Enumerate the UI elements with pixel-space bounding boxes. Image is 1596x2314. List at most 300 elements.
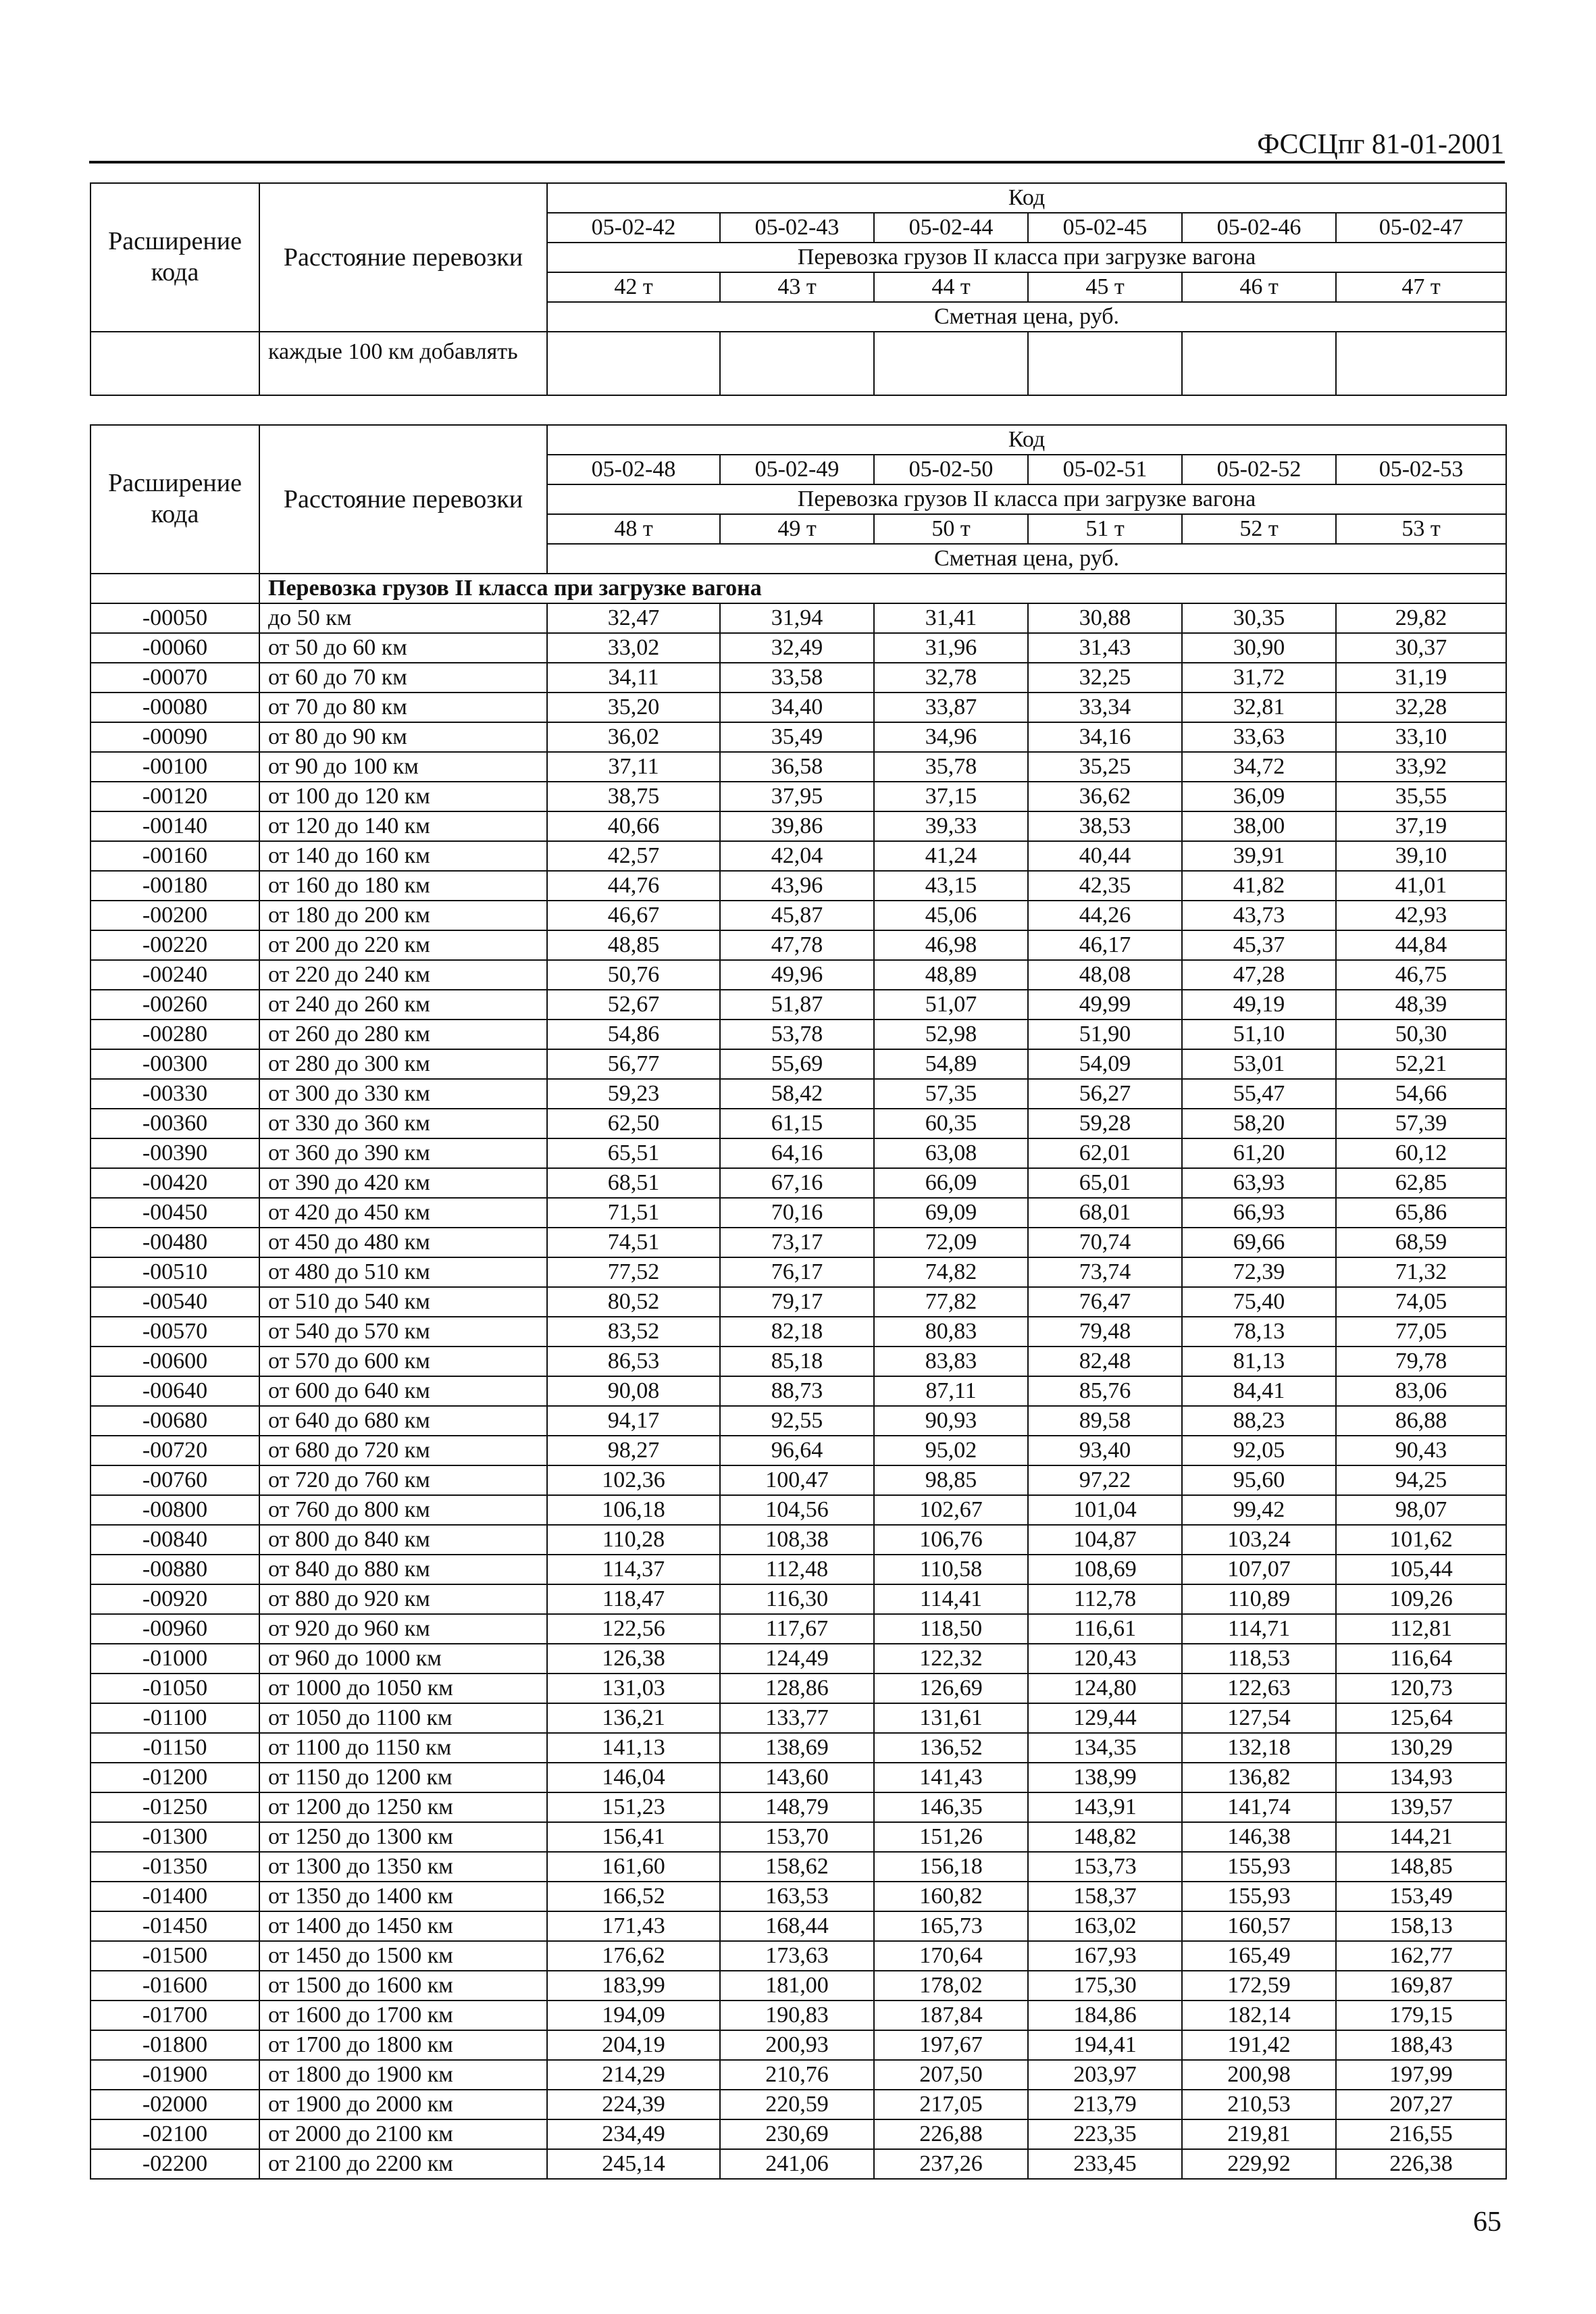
- table-row: [91, 1317, 1506, 1347]
- code-extension-cell: -00280: [91, 1020, 259, 1049]
- price-cell: 37,15: [874, 782, 1028, 811]
- price-cell: 77,05: [1336, 1317, 1506, 1347]
- price-cell: 93,40: [1028, 1436, 1182, 1465]
- price-cell: 114,71: [1182, 1614, 1336, 1644]
- transport-label: Перевозка грузов II класса при загрузке вагона: [547, 484, 1506, 514]
- code-extension-cell: -00960: [91, 1614, 259, 1644]
- price-cell: 34,72: [1182, 752, 1336, 782]
- price-cell: 151,23: [547, 1792, 720, 1822]
- code-extension-cell: -00260: [91, 990, 259, 1020]
- price-cell: 90,08: [547, 1376, 720, 1406]
- price-cell: 62,01: [1028, 1138, 1182, 1168]
- table-row: [91, 752, 1506, 782]
- price-cell: 34,11: [547, 663, 720, 693]
- price-cell: 148,85: [1336, 1852, 1506, 1882]
- price-cell: 112,48: [720, 1555, 874, 1584]
- price-cell: 94,17: [547, 1406, 720, 1436]
- table-row: [91, 2149, 1506, 2179]
- price-cell: 92,55: [720, 1406, 874, 1436]
- price-cell: 49,19: [1182, 990, 1336, 1020]
- price-cell: 130,29: [1336, 1733, 1506, 1763]
- distance-cell: от 70 до 80 км: [259, 693, 547, 722]
- code-extension-cell: -00180: [91, 871, 259, 901]
- tons-cell: 44 т: [874, 272, 1028, 302]
- price-cell: 163,53: [720, 1882, 874, 1911]
- price-cell: 175,30: [1028, 1971, 1182, 2001]
- price-cell: 66,09: [874, 1168, 1028, 1198]
- price-cell: 134,35: [1028, 1733, 1182, 1763]
- price-cell: 155,93: [1182, 1882, 1336, 1911]
- price-cell: 200,98: [1182, 2060, 1336, 2090]
- price-cell: 162,77: [1336, 1941, 1506, 1971]
- price-cell: 105,44: [1336, 1555, 1506, 1584]
- price-cell: 54,86: [547, 1020, 720, 1049]
- price-cell: 31,43: [1028, 633, 1182, 663]
- add-label: каждые 100 км добавлять: [259, 332, 547, 395]
- price-cell: 53,78: [720, 1020, 874, 1049]
- distance-cell: от 840 до 880 км: [259, 1555, 547, 1584]
- table-row: [91, 603, 1506, 633]
- code-cell: 05-02-47: [1336, 213, 1506, 243]
- price-cell: 104,56: [720, 1495, 874, 1525]
- price-cell: 85,76: [1028, 1376, 1182, 1406]
- distance-cell: от 960 до 1000 км: [259, 1644, 547, 1674]
- price-cell: 179,15: [1336, 2001, 1506, 2030]
- price-cell: 108,38: [720, 1525, 874, 1555]
- price-cell: 98,27: [547, 1436, 720, 1465]
- price-cell: 46,67: [547, 901, 720, 930]
- price-cell: 143,60: [720, 1763, 874, 1792]
- price-cell: 48,39: [1336, 990, 1506, 1020]
- extension-header: Расширение кода: [91, 183, 259, 332]
- price-cell: 122,63: [1182, 1674, 1336, 1703]
- price-cell: 143,91: [1028, 1792, 1182, 1822]
- price-cell: 112,78: [1028, 1584, 1182, 1614]
- price-cell: 52,67: [547, 990, 720, 1020]
- price-cell: 42,04: [720, 841, 874, 871]
- table-row: [91, 1257, 1506, 1287]
- price-cell: 126,69: [874, 1674, 1028, 1703]
- price-cell: 35,55: [1336, 782, 1506, 811]
- price-cell: 43,73: [1182, 901, 1336, 930]
- code-extension-cell: -01700: [91, 2001, 259, 2030]
- table-row: [91, 1792, 1506, 1822]
- price-cell: 223,35: [1028, 2119, 1182, 2149]
- price-cell: 41,24: [874, 841, 1028, 871]
- price-cell: 76,17: [720, 1257, 874, 1287]
- price-cell: 204,19: [547, 2030, 720, 2060]
- price-cell: 197,67: [874, 2030, 1028, 2060]
- code-extension-cell: -01400: [91, 1882, 259, 1911]
- distance-cell: от 1100 до 1150 км: [259, 1733, 547, 1763]
- price-cell: 96,64: [720, 1436, 874, 1465]
- table-row: [91, 693, 1506, 722]
- price-cell: 116,64: [1336, 1644, 1506, 1674]
- price-cell: 43,15: [874, 871, 1028, 901]
- price-cell: 158,37: [1028, 1882, 1182, 1911]
- code-cell: 05-02-52: [1182, 455, 1336, 484]
- price-cell: 100,47: [720, 1465, 874, 1495]
- price-cell: 55,47: [1182, 1079, 1336, 1109]
- price-cell: 35,49: [720, 722, 874, 752]
- price-cell: 141,43: [874, 1763, 1028, 1792]
- price-cell: 33,58: [720, 663, 874, 693]
- table-row: [91, 1971, 1506, 2001]
- table-row: [91, 1168, 1506, 1198]
- price-cell: 191,42: [1182, 2030, 1336, 2060]
- price-cell: 116,61: [1028, 1614, 1182, 1644]
- distance-header: Расстояние перевозки: [259, 183, 547, 332]
- price-cell: 51,07: [874, 990, 1028, 1020]
- distance-cell: от 720 до 760 км: [259, 1465, 547, 1495]
- price-cell: 241,06: [720, 2149, 874, 2179]
- price-cell: 66,93: [1182, 1198, 1336, 1228]
- distance-cell: от 1500 до 1600 км: [259, 1971, 547, 2001]
- price-cell: 37,95: [720, 782, 874, 811]
- price-cell: 88,23: [1182, 1406, 1336, 1436]
- distance-cell: от 100 до 120 км: [259, 782, 547, 811]
- price-cell: 84,41: [1182, 1376, 1336, 1406]
- price-cell: 61,15: [720, 1109, 874, 1138]
- price-cell: 31,72: [1182, 663, 1336, 693]
- price-cell: 146,38: [1182, 1822, 1336, 1852]
- code-extension-cell: -00420: [91, 1168, 259, 1198]
- code-extension-cell: -00360: [91, 1109, 259, 1138]
- table-row: [91, 1733, 1506, 1763]
- price-cell: 36,62: [1028, 782, 1182, 811]
- price-cell: 122,32: [874, 1644, 1028, 1674]
- price-cell: 226,38: [1336, 2149, 1506, 2179]
- tons-cell: 49 т: [720, 514, 874, 544]
- price-cell: 53,01: [1182, 1049, 1336, 1079]
- price-cell: 82,48: [1028, 1347, 1182, 1376]
- price-cell: 125,64: [1336, 1703, 1506, 1733]
- table-row: [91, 1406, 1506, 1436]
- kod-header: Код: [547, 425, 1506, 455]
- price-cell: 31,41: [874, 603, 1028, 633]
- price-cell: 64,16: [720, 1138, 874, 1168]
- price-cell: 224,39: [547, 2090, 720, 2119]
- code-cell: 05-02-49: [720, 455, 874, 484]
- price-cell: 131,03: [547, 1674, 720, 1703]
- price-cell: 207,27: [1336, 2090, 1506, 2119]
- price-cell: 33,92: [1336, 752, 1506, 782]
- price-cell: 36,02: [547, 722, 720, 752]
- price-cell: 110,89: [1182, 1584, 1336, 1614]
- price-cell: 245,14: [547, 2149, 720, 2179]
- price-cell: 44,76: [547, 871, 720, 901]
- price-cell: 230,69: [720, 2119, 874, 2149]
- price-cell: 72,09: [874, 1228, 1028, 1257]
- price-cell: 44,26: [1028, 901, 1182, 930]
- price-cell: 74,51: [547, 1228, 720, 1257]
- distance-cell: от 480 до 510 км: [259, 1257, 547, 1287]
- code-cell: 05-02-51: [1028, 455, 1182, 484]
- table-row: [91, 2001, 1506, 2030]
- distance-cell: от 60 до 70 км: [259, 663, 547, 693]
- empty-cell: [1182, 332, 1336, 395]
- price-cell: 33,63: [1182, 722, 1336, 752]
- price-cell: 103,24: [1182, 1525, 1336, 1555]
- price-cell: 104,87: [1028, 1525, 1182, 1555]
- distance-cell: от 680 до 720 км: [259, 1436, 547, 1465]
- price-cell: 210,76: [720, 2060, 874, 2090]
- price-cell: 153,70: [720, 1822, 874, 1852]
- table-row: [91, 1376, 1506, 1406]
- code-extension-cell: -00640: [91, 1376, 259, 1406]
- price-cell: 57,39: [1336, 1109, 1506, 1138]
- price-cell: 68,59: [1336, 1228, 1506, 1257]
- table-row: [91, 1822, 1506, 1852]
- price-cell: 68,01: [1028, 1198, 1182, 1228]
- price-cell: 61,20: [1182, 1138, 1336, 1168]
- price-cell: 165,49: [1182, 1941, 1336, 1971]
- table-row: [91, 1882, 1506, 1911]
- code-extension-cell: -01200: [91, 1763, 259, 1792]
- price-cell: 136,21: [547, 1703, 720, 1733]
- price-cell: 34,40: [720, 693, 874, 722]
- code-extension-cell: -00720: [91, 1436, 259, 1465]
- price-cell: 80,52: [547, 1287, 720, 1317]
- price-cell: 146,04: [547, 1763, 720, 1792]
- price-cell: 60,12: [1336, 1138, 1506, 1168]
- price-cell: 95,60: [1182, 1465, 1336, 1495]
- price-cell: 139,57: [1336, 1792, 1506, 1822]
- distance-cell: от 200 до 220 км: [259, 930, 547, 960]
- price-cell: 46,75: [1336, 960, 1506, 990]
- price-cell: 187,84: [874, 2001, 1028, 2030]
- price-table-1: [90, 182, 1507, 396]
- price-cell: 102,36: [547, 1465, 720, 1495]
- code-extension-cell: -02200: [91, 2149, 259, 2179]
- price-cell: 132,18: [1182, 1733, 1336, 1763]
- price-cell: 35,25: [1028, 752, 1182, 782]
- distance-cell: от 120 до 140 км: [259, 811, 547, 841]
- tons-cell: 42 т: [547, 272, 720, 302]
- code-extension-cell: -00800: [91, 1495, 259, 1525]
- table-row: [91, 1674, 1506, 1703]
- price-cell: 94,25: [1336, 1465, 1506, 1495]
- table-row: [91, 722, 1506, 752]
- price-cell: 45,37: [1182, 930, 1336, 960]
- code-cell: 05-02-42: [547, 213, 720, 243]
- price-cell: 110,58: [874, 1555, 1028, 1584]
- code-extension-cell: -00450: [91, 1198, 259, 1228]
- price-cell: 31,96: [874, 633, 1028, 663]
- code-extension-cell: -00080: [91, 693, 259, 722]
- price-cell: 42,93: [1336, 901, 1506, 930]
- table-row: [91, 1644, 1506, 1674]
- price-cell: 73,74: [1028, 1257, 1182, 1287]
- price-cell: 83,52: [547, 1317, 720, 1347]
- price-cell: 60,35: [874, 1109, 1028, 1138]
- price-cell: 184,86: [1028, 2001, 1182, 2030]
- price-cell: 52,21: [1336, 1049, 1506, 1079]
- price-cell: 44,84: [1336, 930, 1506, 960]
- price-cell: 153,49: [1336, 1882, 1506, 1911]
- price-cell: 32,25: [1028, 663, 1182, 693]
- price-cell: 219,81: [1182, 2119, 1336, 2149]
- price-cell: 38,00: [1182, 811, 1336, 841]
- tons-cell: 48 т: [547, 514, 720, 544]
- price-cell: 51,90: [1028, 1020, 1182, 1049]
- tons-cell: 45 т: [1028, 272, 1182, 302]
- table-row: [91, 960, 1506, 990]
- price-cell: 90,93: [874, 1406, 1028, 1436]
- distance-cell: от 1900 до 2000 км: [259, 2090, 547, 2119]
- code-cell: 05-02-50: [874, 455, 1028, 484]
- price-cell: 160,57: [1182, 1911, 1336, 1941]
- price-cell: 35,78: [874, 752, 1028, 782]
- price-cell: 33,10: [1336, 722, 1506, 752]
- table-row: [91, 633, 1506, 663]
- empty-cell: [874, 332, 1028, 395]
- price-cell: 95,02: [874, 1436, 1028, 1465]
- price-cell: 122,56: [547, 1614, 720, 1644]
- price-cell: 56,77: [547, 1049, 720, 1079]
- price-cell: 136,52: [874, 1733, 1028, 1763]
- price-cell: 234,49: [547, 2119, 720, 2149]
- distance-cell: от 800 до 840 км: [259, 1525, 547, 1555]
- price-cell: 176,62: [547, 1941, 720, 1971]
- code-extension-cell: -01350: [91, 1852, 259, 1882]
- price-cell: 98,85: [874, 1465, 1028, 1495]
- price-cell: 71,51: [547, 1198, 720, 1228]
- price-cell: 47,28: [1182, 960, 1336, 990]
- code-cell: 05-02-44: [874, 213, 1028, 243]
- tons-cell: 52 т: [1182, 514, 1336, 544]
- empty-cell: [1336, 332, 1506, 395]
- price-cell: 80,83: [874, 1317, 1028, 1347]
- price-cell: 36,09: [1182, 782, 1336, 811]
- price-cell: 37,11: [547, 752, 720, 782]
- price-cell: 37,19: [1336, 811, 1506, 841]
- price-cell: 120,73: [1336, 1674, 1506, 1703]
- price-cell: 33,87: [874, 693, 1028, 722]
- price-cell: 129,44: [1028, 1703, 1182, 1733]
- price-cell: 151,26: [874, 1822, 1028, 1852]
- distance-cell: от 1400 до 1450 км: [259, 1911, 547, 1941]
- document-code: ФССЦпг 81-01-2001: [1257, 129, 1504, 160]
- price-cell: 86,88: [1336, 1406, 1506, 1436]
- price-cell: 156,41: [547, 1822, 720, 1852]
- price-cell: 77,82: [874, 1287, 1028, 1317]
- table-row: [91, 871, 1506, 901]
- price-cell: 59,28: [1028, 1109, 1182, 1138]
- page-number: 65: [1473, 2207, 1501, 2238]
- price-cell: 148,82: [1028, 1822, 1182, 1852]
- price-cell: 63,93: [1182, 1168, 1336, 1198]
- price-cell: 50,30: [1336, 1020, 1506, 1049]
- price-cell: 49,96: [720, 960, 874, 990]
- distance-cell: от 90 до 100 км: [259, 752, 547, 782]
- price-cell: 197,99: [1336, 2060, 1506, 2090]
- distance-cell: от 80 до 90 км: [259, 722, 547, 752]
- distance-cell: до 50 км: [259, 603, 547, 633]
- price-cell: 45,06: [874, 901, 1028, 930]
- price-cell: 182,14: [1182, 2001, 1336, 2030]
- table-row: [91, 1763, 1506, 1792]
- code-extension-cell: -00480: [91, 1228, 259, 1257]
- price-cell: 97,22: [1028, 1465, 1182, 1495]
- price-cell: 86,53: [547, 1347, 720, 1376]
- price-cell: 34,96: [874, 722, 1028, 752]
- distance-cell: от 1000 до 1050 км: [259, 1674, 547, 1703]
- price-cell: 67,16: [720, 1168, 874, 1198]
- price-cell: 99,42: [1182, 1495, 1336, 1525]
- price-cell: 112,81: [1336, 1614, 1506, 1644]
- table-row: [91, 930, 1506, 960]
- price-cell: 146,35: [874, 1792, 1028, 1822]
- price-cell: 57,35: [874, 1079, 1028, 1109]
- price-cell: 63,08: [874, 1138, 1028, 1168]
- code-extension-cell: -02000: [91, 2090, 259, 2119]
- price-cell: 181,00: [720, 1971, 874, 2001]
- distance-cell: от 180 до 200 км: [259, 901, 547, 930]
- price-cell: 65,01: [1028, 1168, 1182, 1198]
- table-row: [91, 1555, 1506, 1584]
- table-row: [91, 1852, 1506, 1882]
- table-row: [91, 1941, 1506, 1971]
- section-row: [91, 574, 1506, 603]
- table-row: [91, 1020, 1506, 1049]
- price-cell: 141,74: [1182, 1792, 1336, 1822]
- tons-cell: 47 т: [1336, 272, 1506, 302]
- empty-cell: [547, 332, 720, 395]
- price-cell: 101,04: [1028, 1495, 1182, 1525]
- distance-cell: от 140 до 160 км: [259, 841, 547, 871]
- price-cell: 52,98: [874, 1020, 1028, 1049]
- code-extension-cell: -01600: [91, 1971, 259, 2001]
- price-cell: 165,73: [874, 1911, 1028, 1941]
- price-cell: 144,21: [1336, 1822, 1506, 1852]
- price-cell: 83,83: [874, 1347, 1028, 1376]
- distance-header: Расстояние перевозки: [259, 425, 547, 574]
- price-cell: 148,79: [720, 1792, 874, 1822]
- price-cell: 207,50: [874, 2060, 1028, 2090]
- price-cell: 88,73: [720, 1376, 874, 1406]
- price-cell: 90,43: [1336, 1436, 1506, 1465]
- price-cell: 138,69: [720, 1733, 874, 1763]
- price-cell: 190,83: [720, 2001, 874, 2030]
- price-cell: 51,10: [1182, 1020, 1336, 1049]
- tons-cell: 43 т: [720, 272, 874, 302]
- table-row: [91, 901, 1506, 930]
- price-cell: 36,58: [720, 752, 874, 782]
- table-row: [91, 1584, 1506, 1614]
- code-extension-cell: -00140: [91, 811, 259, 841]
- distance-cell: от 1150 до 1200 км: [259, 1763, 547, 1792]
- price-cell: 39,91: [1182, 841, 1336, 871]
- code-cell: 05-02-43: [720, 213, 874, 243]
- price-cell: 34,16: [1028, 722, 1182, 752]
- distance-cell: от 260 до 280 км: [259, 1020, 547, 1049]
- distance-cell: от 450 до 480 км: [259, 1228, 547, 1257]
- code-extension-cell: -01900: [91, 2060, 259, 2090]
- table-row: [91, 1614, 1506, 1644]
- price-cell: 31,19: [1336, 663, 1506, 693]
- price-cell: 74,05: [1336, 1287, 1506, 1317]
- table-row: [91, 2060, 1506, 2090]
- price-cell: 54,66: [1336, 1079, 1506, 1109]
- price-cell: 54,89: [874, 1049, 1028, 1079]
- distance-cell: от 160 до 180 км: [259, 871, 547, 901]
- price-cell: 114,37: [547, 1555, 720, 1584]
- price-cell: 29,82: [1336, 603, 1506, 633]
- table-row: [91, 1436, 1506, 1465]
- price-cell: 59,23: [547, 1079, 720, 1109]
- table-row: [91, 2090, 1506, 2119]
